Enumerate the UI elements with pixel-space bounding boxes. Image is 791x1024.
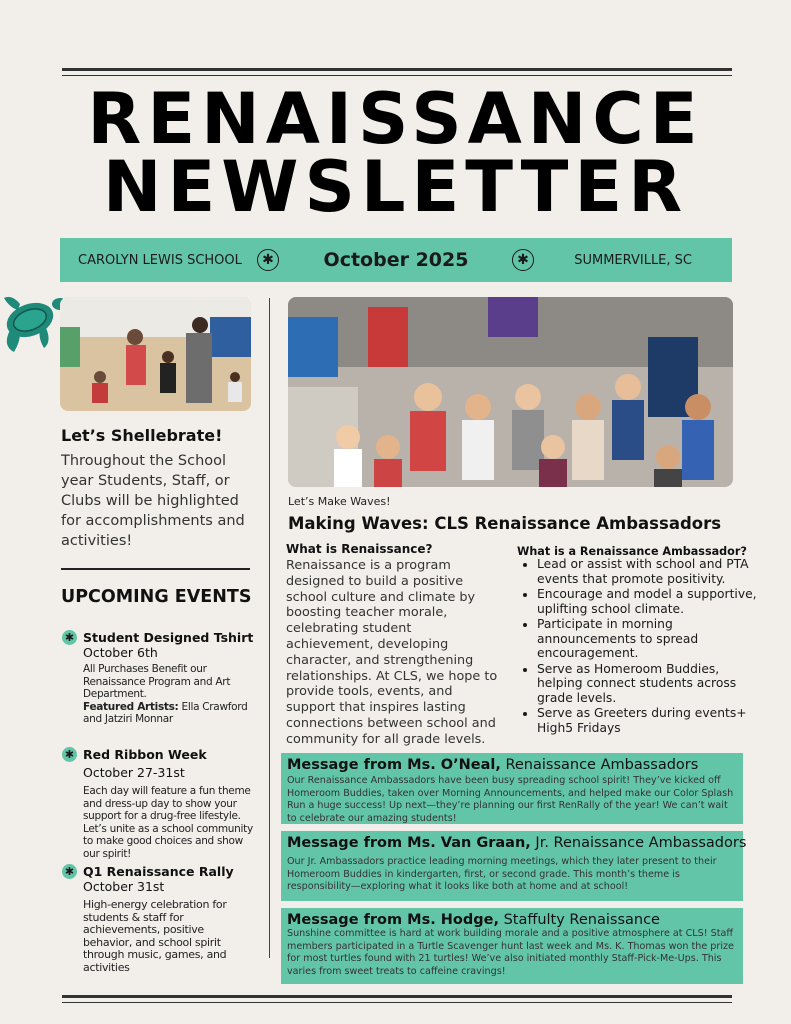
shellebrate-photo xyxy=(60,297,251,411)
top-rule-thin xyxy=(62,75,732,76)
event-bullet-icon: ✱ xyxy=(62,747,77,762)
event-text xyxy=(83,663,253,726)
ambassador-item: • Serve as Homeroom Buddies, helping connect students across grade levels. xyxy=(537,662,759,706)
event-text: High-energy celebration for students & staff for achievements, positive behavior, and school spirit through music, games, and activities xyxy=(83,898,227,974)
message-from: Message from Ms. Hodge, xyxy=(287,912,499,928)
article-title: Making Waves: CLS Renaissance Ambassadors xyxy=(288,514,722,533)
what-body: Renaissance is a program designed to build a positive school culture and climate by boosting teacher morale, celebrating student achievement, developing character, and strengthening relationships. At CLS, we hope to provide tools, events, and support that inspires lasting connections between school and community for all grade levels. xyxy=(286,558,498,747)
message-box xyxy=(281,908,743,984)
message-box xyxy=(281,753,743,824)
banner-month: October 2025 xyxy=(323,249,469,271)
bottom-rule-thin xyxy=(62,1002,732,1003)
gym-scene xyxy=(60,297,251,411)
event-description: All Purchases Benefit our Renaissance Program and Art Department. xyxy=(83,663,231,700)
banner-city: SUMMERVILLE, SC xyxy=(574,252,692,268)
message-box xyxy=(281,831,747,901)
ambassador-item: • Lead or assist with school and PTA events that promote positivity. xyxy=(537,557,759,586)
message-header xyxy=(287,757,737,773)
photo-caption: Let’s Make Waves! xyxy=(288,495,391,508)
asterisk-icon: ✱ xyxy=(257,249,279,271)
shellebrate-body: Throughout the School year Students, Staff, or Clubs will be highlighted for accomplishments and activities! xyxy=(61,453,245,549)
event-title: Q1 Renaissance Rally xyxy=(83,864,234,879)
masthead-line-1: RENAISSANCE xyxy=(87,78,704,160)
top-rule-thick xyxy=(62,68,732,71)
message-header xyxy=(287,912,737,928)
message-group: Renaissance Ambassadors xyxy=(500,757,699,773)
event-text: Each day will feature a fun theme and dress-up day to show your support for a drug-free lifestyle. Let’s unite as a school community to make good choices and show our spirit! xyxy=(83,785,253,860)
bottom-rule-thick xyxy=(62,995,732,998)
date-banner xyxy=(60,238,732,282)
section-divider xyxy=(61,568,250,570)
message-body: Sunshine committee is hard at work building morale and a positive atmosphere at CLS! Staff members participated in a Turtle Scavenger hunt last week and Ms. K. Thomas won the prize for most turtles found with 21 turtles! We’ve also initiated monthly Staff-Pick-Me-Ups. This varies from sweet treats to caffeine cravings! xyxy=(287,928,734,977)
ambassador-item: • Participate in morning announcements to spread encouragement. xyxy=(537,617,759,661)
event-bullet-icon: ✱ xyxy=(62,864,77,879)
message-body: Our Jr. Ambassadors practice leading morning meetings, which they later present to their Homeroom Buddies in kindergarten, first, or second grade. This month’s theme is responsibility—exploring what it looks like both at home and at school! xyxy=(287,856,717,892)
ambassadors-photo xyxy=(288,297,733,487)
events-heading: UPCOMING EVENTS xyxy=(61,587,252,607)
message-from: Message from Ms. Van Graan, xyxy=(287,835,531,851)
event-date: October 27-31st xyxy=(83,765,185,780)
featured-names: Ella Crawford and Jatziri Monnar xyxy=(83,700,248,725)
event-date: October 6th xyxy=(83,645,158,660)
masthead-line-2: NEWSLETTER xyxy=(102,146,689,228)
message-body: Our Renaissance Ambassadors have been busy spreading school spirit! They’ve kicked off Homeroom Buddies, taken over Morning Announcements, and helped make our Color Splash Run a huge success! Up next—they’re planning our first RenRally of the year! We can’t wait to celebrate our amazing students! xyxy=(287,775,734,824)
ambassador-item: • Encourage and model a supportive, uplifting school climate. xyxy=(537,587,759,616)
event-date: October 31st xyxy=(83,879,165,894)
message-header xyxy=(287,835,747,851)
banner-school: CAROLYN LEWIS SCHOOL xyxy=(78,252,242,268)
asterisk-icon: ✱ xyxy=(512,249,534,271)
message-from: Message from Ms. O’Neal, xyxy=(287,757,501,773)
ambassador-heading: What is a Renaissance Ambassador? xyxy=(517,545,747,558)
crowd-scene xyxy=(288,297,733,487)
what-heading: What is Renaissance? xyxy=(286,542,433,556)
event-bullet-icon: ✱ xyxy=(62,630,77,645)
column-divider xyxy=(269,298,270,958)
featured-label: Featured Artists: xyxy=(83,700,179,713)
ambassador-item: • Serve as Greeters during events+ High5 Fridays xyxy=(537,706,759,735)
shellebrate-heading: Let’s Shellebrate! xyxy=(61,426,223,445)
message-group: Jr. Renaissance Ambassadors xyxy=(530,835,747,851)
message-group: Staffulty Renaissance xyxy=(498,912,660,928)
event-title: Red Ribbon Week xyxy=(83,747,207,762)
event-title: Student Designed Tshirt xyxy=(83,630,254,645)
ambassador-list xyxy=(517,557,759,736)
